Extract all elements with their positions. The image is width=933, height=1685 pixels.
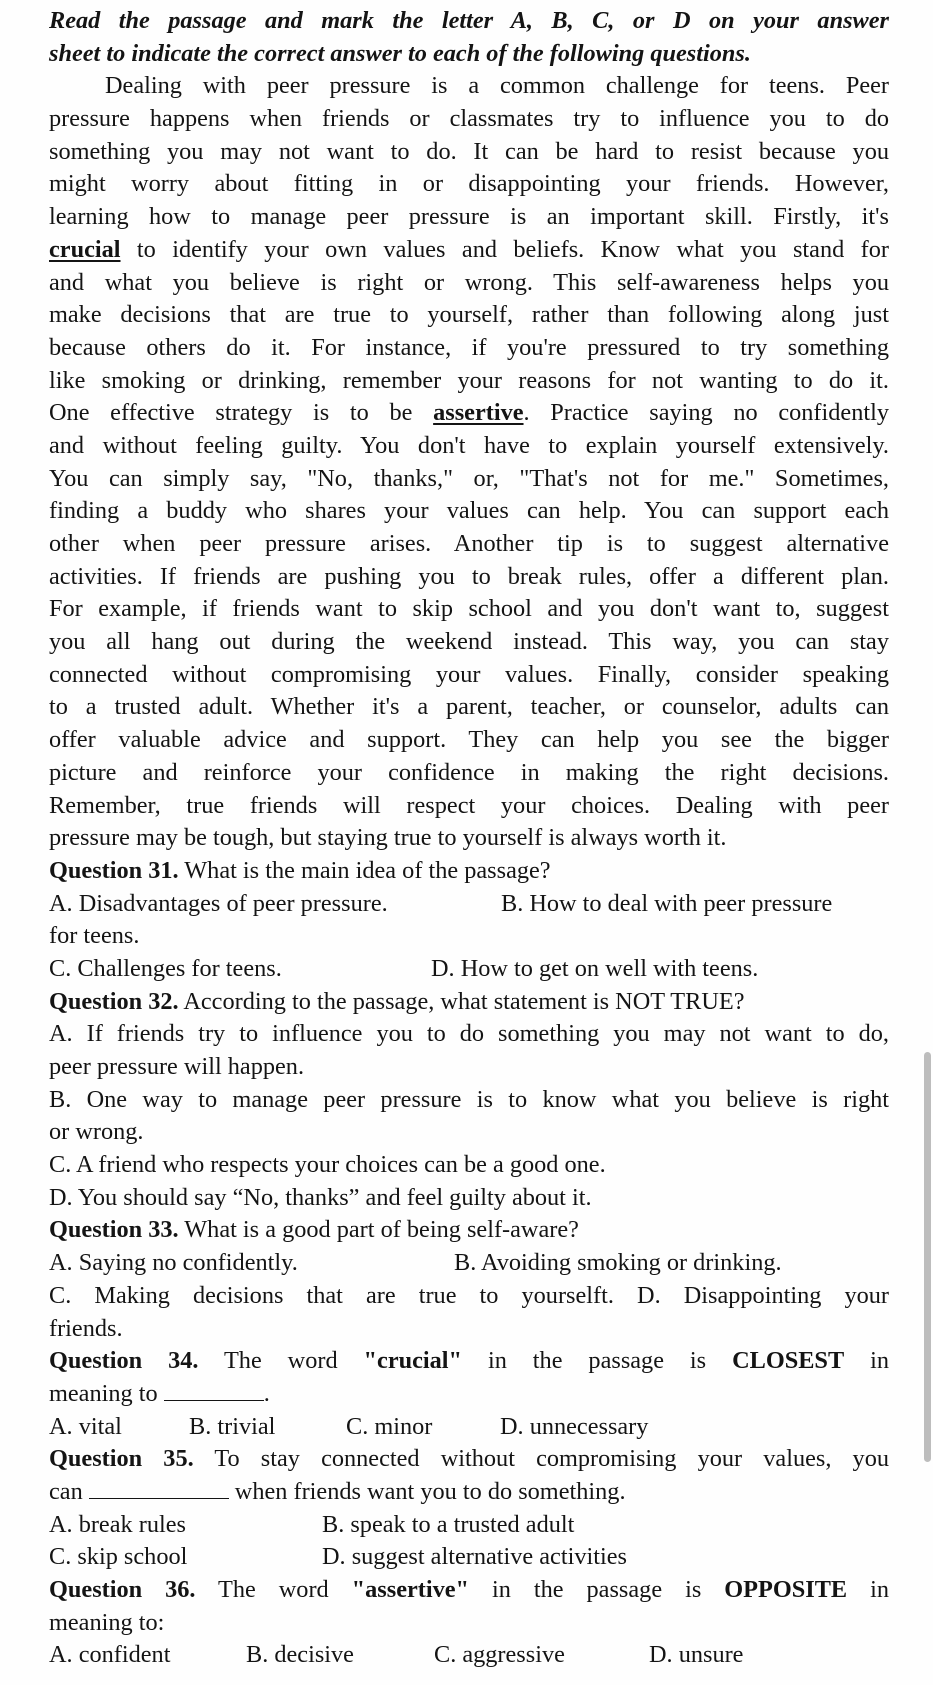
question-text: can: [49, 1477, 83, 1505]
passage-line: [49, 397, 889, 430]
options-row: [49, 953, 889, 986]
option-d[interactable]: D. suggest alternative activities: [322, 1543, 627, 1571]
question-keyword: "crucial": [363, 1347, 463, 1375]
question-text: What is the main idea of the passage?: [178, 856, 551, 884]
question-key: CLOSEST: [732, 1347, 845, 1375]
option-c[interactable]: C. Challenges for teens.: [49, 954, 282, 982]
option-c[interactable]: C. aggressive: [434, 1641, 565, 1669]
passage-line: and without feeling guilty. You don't have to explain yourself extensively.: [49, 431, 889, 459]
question-text: meaning to: [49, 1379, 158, 1407]
option-a[interactable]: A. break rules: [49, 1510, 186, 1538]
option-b[interactable]: B. Avoiding smoking or drinking.: [454, 1249, 782, 1277]
passage-line-text: to identify your own values and beliefs. Know what you stand for: [120, 235, 889, 263]
option-d[interactable]: D. unsure: [649, 1641, 744, 1669]
option-b[interactable]: B. speak to a trusted adult: [322, 1510, 575, 1538]
option-a[interactable]: A. If friends try to influence you to do something you may not want to do,: [49, 1020, 889, 1048]
passage-line: [49, 234, 889, 267]
options-row: [49, 888, 889, 921]
question-label: Question 34.: [49, 1347, 199, 1375]
passage-line: because others do it. For instance, if you're pressured to try something: [49, 333, 889, 361]
question-34-line-2: meaning to .: [49, 1379, 270, 1407]
option-a[interactable]: A. Saying no confidently.: [49, 1249, 298, 1277]
answer-blank[interactable]: [164, 1380, 264, 1401]
option-c[interactable]: C. A friend who respects your choices can be a good one.: [49, 1151, 606, 1179]
option-a-continued: peer pressure will happen.: [49, 1053, 305, 1080]
question-label: Question 32.: [49, 987, 179, 1015]
question-keyword: "assertive": [351, 1576, 470, 1603]
option-d[interactable]: D. How to get on well with teens.: [431, 954, 759, 982]
passage-line: Dealing with peer pressure is a common challenge for teens. Peer: [105, 72, 889, 100]
passage-line: something you may not want to do. It can be hard to resist because you: [49, 137, 889, 165]
question-text: in: [847, 1576, 889, 1603]
scrollbar-thumb[interactable]: [924, 1052, 931, 1462]
passage-line: Remember, true friends will respect your choices. Dealing with peer: [49, 791, 889, 819]
passage-line-text: One effective strategy is to be: [49, 399, 434, 427]
instruction-line-2: sheet to indicate the correct answer to each of the following questions.: [49, 39, 751, 67]
question-key: OPPOSITE: [724, 1576, 848, 1603]
question-31: [49, 855, 889, 888]
option-c[interactable]: C. Making decisions that are true to yourselft.: [49, 1281, 614, 1309]
question-text: What is a good part of being self-aware?: [178, 1216, 579, 1244]
question-text: To stay connected without compromising your values, you: [193, 1445, 889, 1473]
passage-line: For example, if friends want to skip school and you don't want to, suggest: [49, 595, 889, 623]
passage-line: to a trusted adult. Whether it's a parent, teacher, or counselor, adults can: [49, 693, 889, 721]
passage-line: and what you believe is right or wrong. This self-awareness helps you: [49, 268, 889, 296]
question-35-line-2: [49, 1476, 889, 1509]
passage-line: offer valuable advice and support. They can help you see the bigger: [49, 726, 889, 754]
instruction-line-1: Read the passage and mark the letter A, B, C, or D on your answer: [49, 7, 889, 34]
option-b-continued: for teens.: [49, 922, 140, 950]
question-text: The word: [198, 1347, 364, 1375]
question-label: Question 31.: [49, 856, 179, 884]
option-a[interactable]: A. confident: [49, 1641, 171, 1669]
highlight-word-crucial: crucial: [49, 235, 121, 263]
option-b[interactable]: B. decisive: [246, 1641, 354, 1669]
answer-blank[interactable]: [89, 1478, 229, 1499]
options-row: [49, 1247, 889, 1280]
question-text: when friends want you to do something.: [228, 1477, 626, 1505]
question-label: Question 35.: [49, 1445, 194, 1473]
option-b-continued: or wrong.: [49, 1118, 144, 1146]
question-36: [49, 1574, 889, 1607]
option-d-continued: friends.: [49, 1314, 123, 1342]
passage-line: activities. If friends are pushing you to break rules, offer a different plan.: [49, 562, 889, 590]
question-35: [49, 1443, 889, 1476]
options-row: [49, 1411, 889, 1444]
option-c[interactable]: C. minor: [346, 1412, 433, 1440]
options-row: [49, 1509, 889, 1542]
passage-line-text: . Practice saying no confidently: [523, 399, 890, 427]
passage-line: might worry about fitting in or disappointing your friends. However,: [49, 170, 889, 198]
option-a[interactable]: A. vital: [49, 1412, 122, 1440]
passage-line: pressure may be tough, but staying true to yourself is always worth it.: [49, 824, 727, 852]
question-32: [49, 986, 889, 1019]
question-label: Question 33.: [49, 1216, 179, 1244]
question-34: [49, 1345, 889, 1378]
passage-line: You can simply say, "No, thanks," or, "That's not for me." Sometimes,: [49, 464, 889, 492]
option-b[interactable]: B. One way to manage peer pressure is to know what you believe is right: [49, 1085, 889, 1113]
passage-line: like smoking or drinking, remember your reasons for not wanting to do it.: [49, 366, 889, 394]
option-a[interactable]: A. Disadvantages of peer pressure.: [49, 889, 388, 917]
option-c[interactable]: C. skip school: [49, 1543, 188, 1571]
passage-line: learning how to manage peer pressure is an important skill. Firstly, it's: [49, 203, 889, 231]
passage-line: make decisions that are true to yourself, rather than following along just: [49, 301, 889, 329]
passage-line: pressure happens when friends or classmates try to influence you to do: [49, 105, 889, 133]
passage-line: finding a buddy who shares your values can help. You can support each: [49, 497, 889, 525]
options-row: [49, 1280, 889, 1313]
question-text: in: [844, 1347, 889, 1375]
passage-line: you all hang out during the weekend instead. This way, you can stay: [49, 628, 889, 656]
passage-line: connected without compromising your values. Finally, consider speaking: [49, 660, 889, 688]
option-d[interactable]: D. Disappointing your: [637, 1281, 889, 1309]
option-d[interactable]: D. You should say “No, thanks” and feel guilty about it.: [49, 1183, 592, 1211]
highlight-word-assertive: assertive: [433, 399, 524, 427]
options-row: [49, 1639, 889, 1672]
question-text: in the passage is: [462, 1347, 733, 1375]
question-text: The word: [195, 1576, 352, 1603]
option-b[interactable]: B. trivial: [189, 1412, 276, 1440]
options-row: [49, 1541, 889, 1574]
option-d[interactable]: D. unnecessary: [500, 1412, 649, 1440]
question-text: According to the passage, what statement is NOT TRUE?: [178, 987, 745, 1015]
question-text: in the passage is: [469, 1576, 725, 1603]
reading-passage: [49, 70, 889, 855]
passage-line: picture and reinforce your confidence in making the right decisions.: [49, 758, 889, 786]
question-33: [49, 1214, 889, 1247]
worksheet: [49, 5, 889, 1672]
question-label: Question 36.: [49, 1576, 196, 1603]
option-b[interactable]: B. How to deal with peer pressure: [501, 889, 833, 917]
question-36-line-2: meaning to:: [49, 1608, 165, 1636]
passage-line: other when peer pressure arises. Another tip is to suggest alternative: [49, 530, 889, 557]
